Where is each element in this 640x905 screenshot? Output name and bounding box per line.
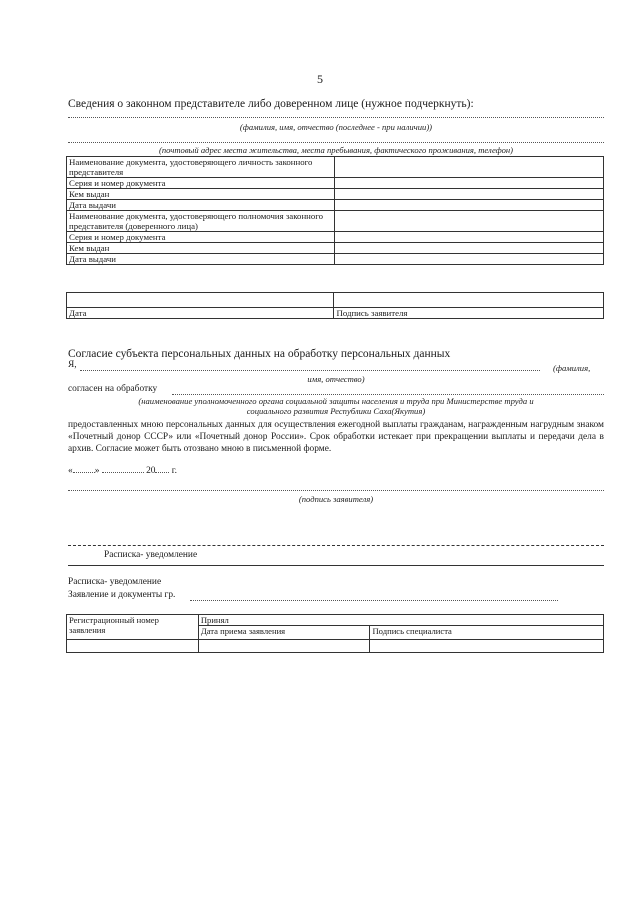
table-row [67,211,604,232]
consent-body-text: предоставленных мною персональных данных для осуществления ежегодной выплаты гражданам, награжденным нагрудным знаком «Почетный донор СССР» или «Почетный донор России». Срок обработки истекает при прекращении выплаты и передачи дела в архив. Согласие может быть отозвано мною в письменной форме. [68,420,604,454]
date-year-field[interactable] [155,472,169,473]
table-row [67,243,604,254]
table-row [67,157,604,178]
reg-number-field[interactable] [67,640,199,653]
consent-heading: Согласие субъекта персональных данных на обработку персональных данных [68,348,451,360]
row-label: Наименование документа, удостоверяющего личность законного представителя [67,157,335,178]
representative-heading: Сведения о законном представителе либо доверенном лице (нужное подчеркнуть): [68,98,474,110]
accept-date-header: Дата приема заявления [198,626,370,640]
consent-i-label: Я, [68,360,77,370]
specialist-signature-field[interactable] [370,640,604,653]
receipt-applicant-line[interactable] [190,600,558,601]
consent-fio-caption-1: (фамилия, [553,363,591,373]
consent-org-line[interactable] [172,394,604,395]
date-day-field[interactable] [73,472,95,473]
signature-label: Подпись заявителя [334,308,604,319]
signature-field[interactable] [334,293,604,308]
cut-line [68,545,604,546]
date-month-field[interactable] [102,472,144,473]
consent-date-row [68,466,177,476]
date-year-suffix: г. [171,466,177,476]
reg-number-header: Регистрационный номер заявления [67,615,199,640]
table-row [67,189,604,200]
row-value-field[interactable] [334,232,603,243]
date-close-quote: » [94,466,100,476]
cut-line-label: Расписка- уведомление [104,550,198,560]
representative-address-caption: (почтовый адрес места жительства, места пребывания, фактического проживания, телефон) [158,145,514,155]
consent-org-caption-2: социального развития Республики Саха(Якутия) [246,406,426,416]
consent-signature-caption: (подпись заявителя) [298,494,374,504]
receipt-docs-label: Заявление и документы гр. [68,590,176,600]
cut-line-divider [68,565,604,566]
row-value-field[interactable] [334,254,603,265]
representative-name-caption: (фамилия, имя, отчество (последнее - при наличии)) [239,122,433,132]
table-row [67,200,604,211]
accept-date-field[interactable] [198,640,370,653]
consent-fio-caption-2: имя, отчество) [307,374,365,384]
row-label: Кем выдан [67,189,335,200]
row-label: Наименование документа, удостоверяющего полномочия законного представителя (доверенного лица) [67,211,335,232]
row-value-field[interactable] [334,157,603,178]
page-number: 5 [317,72,323,86]
representative-address-line[interactable] [68,142,604,143]
row-value-field[interactable] [334,200,603,211]
representative-name-line[interactable] [68,117,604,118]
row-value-field[interactable] [334,211,603,232]
date-field[interactable] [67,293,334,308]
representative-documents-table [66,156,604,265]
date-year-prefix: 20 [146,466,156,476]
consent-signature-line[interactable] [68,490,604,491]
table-row [67,178,604,189]
row-value-field[interactable] [334,243,603,254]
row-label: Дата выдачи [67,254,335,265]
consent-agree-label: согласен на обработку [68,384,158,394]
date-signature-table [66,292,604,319]
row-label: Серия и номер документа [67,178,335,189]
date-label: Дата [67,308,334,319]
row-value-field[interactable] [334,178,603,189]
row-label: Кем выдан [67,243,335,254]
table-row [67,232,604,243]
receipt-table [66,614,604,653]
accepted-header: Принял [198,615,603,626]
row-label: Серия и номер документа [67,232,335,243]
row-value-field[interactable] [334,189,603,200]
specialist-signature-header: Подпись специалиста [370,626,604,640]
table-row [67,254,604,265]
date-open-quote: « [68,466,73,476]
consent-fio-line[interactable] [80,370,540,371]
consent-org-caption-1: (наименование уполномоченного органа социальной защиты населения и труда при Министерстве труда и [138,396,534,406]
row-label: Дата выдачи [67,200,335,211]
receipt-title: Расписка- уведомление [68,577,162,587]
